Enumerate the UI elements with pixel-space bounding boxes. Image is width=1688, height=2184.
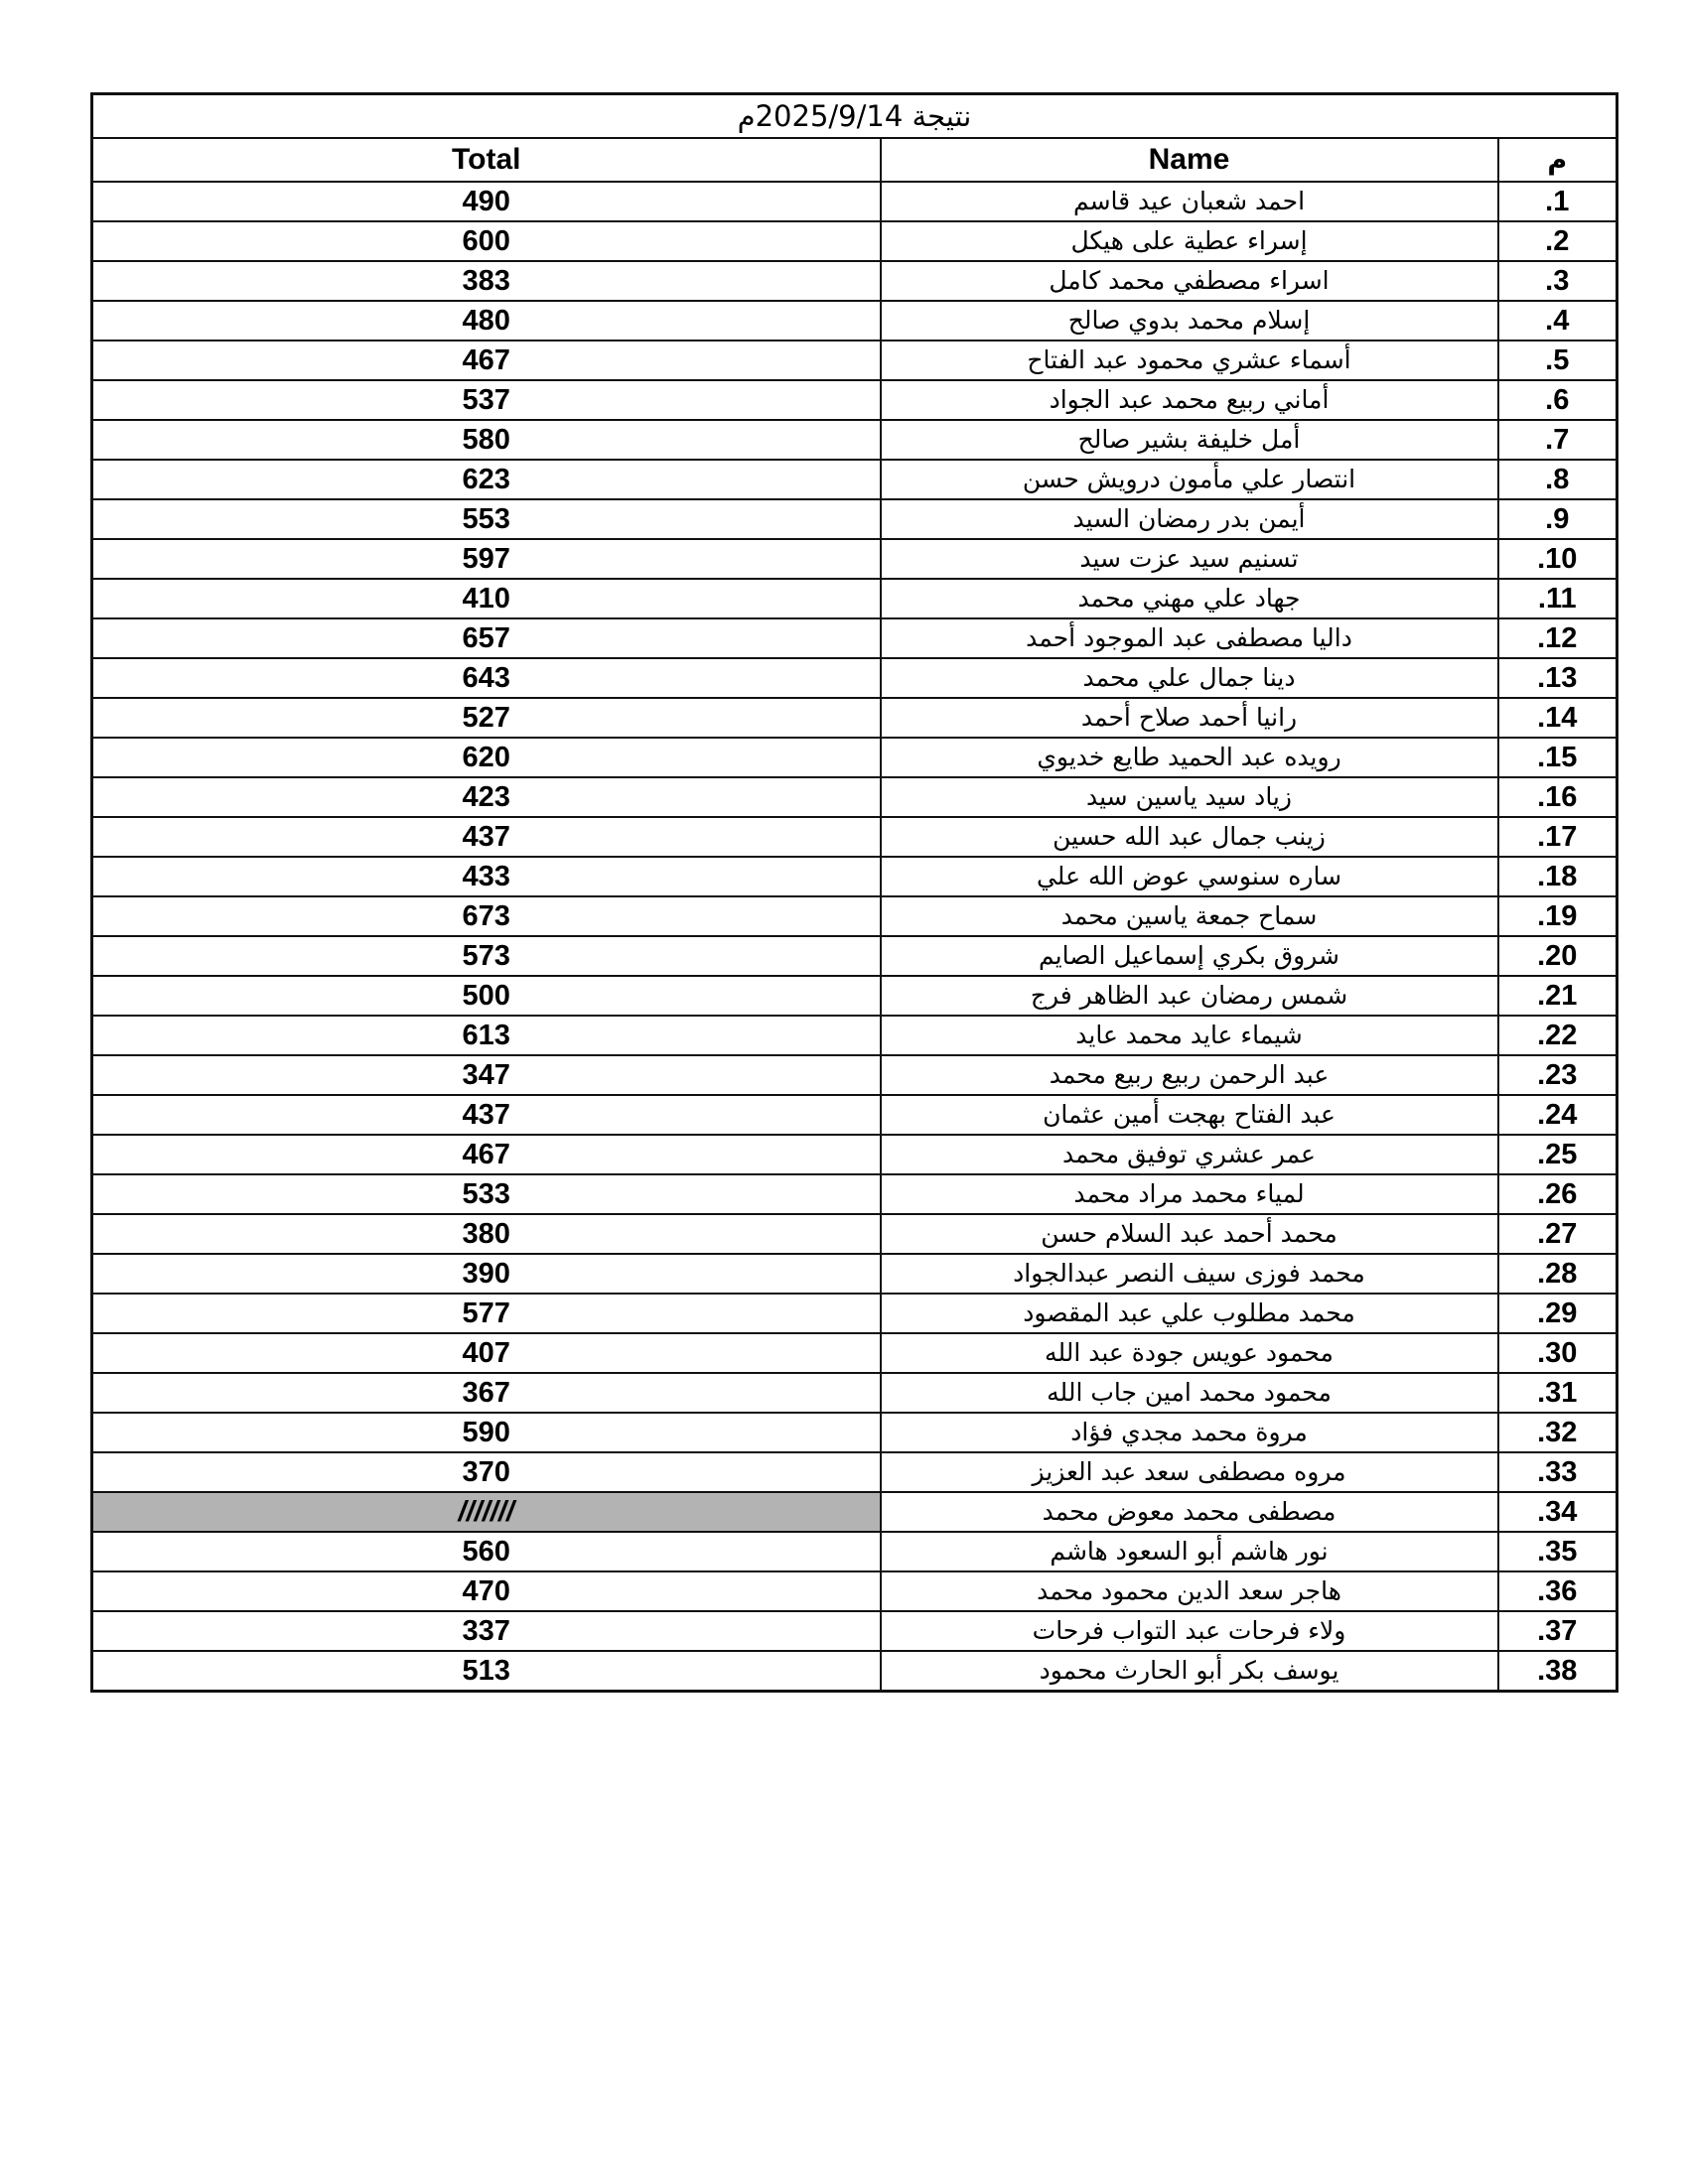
- index-cell: 10.: [1498, 539, 1618, 579]
- total-cell: 613: [92, 1016, 881, 1055]
- index-cell: 9.: [1498, 499, 1618, 539]
- index-cell: 15.: [1498, 738, 1618, 777]
- name-cell: هاجر سعد الدين محمود محمد: [881, 1571, 1498, 1611]
- table-row: [92, 1214, 1618, 1254]
- index-cell: 35.: [1498, 1532, 1618, 1571]
- index-cell: 20.: [1498, 936, 1618, 976]
- index-cell: 27.: [1498, 1214, 1618, 1254]
- index-cell: 1.: [1498, 182, 1618, 221]
- total-cell: ///////: [92, 1492, 881, 1532]
- index-cell: 11.: [1498, 579, 1618, 618]
- index-cell: 2.: [1498, 221, 1618, 261]
- table-row: [92, 1571, 1618, 1611]
- index-cell: 3.: [1498, 261, 1618, 301]
- table-row: [92, 380, 1618, 420]
- name-cell: أمل خليفة بشير صالح: [881, 420, 1498, 460]
- name-cell: زينب جمال عبد الله حسين: [881, 817, 1498, 857]
- index-cell: 14.: [1498, 698, 1618, 738]
- index-cell: 22.: [1498, 1016, 1618, 1055]
- name-cell: ولاء فرحات عبد التواب فرحات: [881, 1611, 1498, 1651]
- table-row: [92, 539, 1618, 579]
- index-cell: 16.: [1498, 777, 1618, 817]
- name-cell: نور هاشم أبو السعود هاشم: [881, 1532, 1498, 1571]
- table-row: [92, 499, 1618, 539]
- name-cell: عمر عشري توفيق محمد: [881, 1135, 1498, 1174]
- table-row: [92, 1413, 1618, 1452]
- table-row: [92, 261, 1618, 301]
- total-cell: 620: [92, 738, 881, 777]
- table-row: [92, 817, 1618, 857]
- table-row: [92, 579, 1618, 618]
- total-cell: 580: [92, 420, 881, 460]
- index-cell: 7.: [1498, 420, 1618, 460]
- total-cell: 337: [92, 1611, 881, 1651]
- total-cell: 560: [92, 1532, 881, 1571]
- total-cell: 597: [92, 539, 881, 579]
- table-row: [92, 896, 1618, 936]
- name-cell: انتصار علي مأمون درويش حسن: [881, 460, 1498, 499]
- total-cell: 467: [92, 1135, 881, 1174]
- document-title: نتيجة 2025/9/14م: [92, 94, 1618, 139]
- total-cell: 410: [92, 579, 881, 618]
- table-row: [92, 221, 1618, 261]
- name-cell: محمود محمد امين جاب الله: [881, 1373, 1498, 1413]
- total-cell: 513: [92, 1651, 881, 1692]
- name-cell: جهاد علي مهني محمد: [881, 579, 1498, 618]
- table-row: [92, 182, 1618, 221]
- name-cell: أماني ربيع محمد عبد الجواد: [881, 380, 1498, 420]
- table-row: [92, 1174, 1618, 1214]
- index-cell: 36.: [1498, 1571, 1618, 1611]
- table-row: [92, 1095, 1618, 1135]
- total-cell: 437: [92, 1095, 881, 1135]
- index-cell: 19.: [1498, 896, 1618, 936]
- total-cell: 433: [92, 857, 881, 896]
- column-header-index: م: [1498, 138, 1618, 182]
- index-cell: 28.: [1498, 1254, 1618, 1294]
- total-cell: 407: [92, 1333, 881, 1373]
- name-cell: دينا جمال علي محمد: [881, 658, 1498, 698]
- name-cell: إسلام محمد بدوي صالح: [881, 301, 1498, 341]
- name-cell: إسراء عطية على هيكل: [881, 221, 1498, 261]
- name-cell: محمود عويس جودة عبد الله: [881, 1333, 1498, 1373]
- table-row: [92, 1532, 1618, 1571]
- index-cell: 25.: [1498, 1135, 1618, 1174]
- index-cell: 33.: [1498, 1452, 1618, 1492]
- table-row: [92, 1055, 1618, 1095]
- name-cell: أيمن بدر رمضان السيد: [881, 499, 1498, 539]
- column-header-name: Name: [881, 138, 1498, 182]
- column-header-total: Total: [92, 138, 881, 182]
- total-cell: 527: [92, 698, 881, 738]
- name-cell: محمد أحمد عبد السلام حسن: [881, 1214, 1498, 1254]
- name-cell: سماح جمعة ياسين محمد: [881, 896, 1498, 936]
- index-cell: 4.: [1498, 301, 1618, 341]
- table-row: [92, 1135, 1618, 1174]
- table-row: [92, 1294, 1618, 1333]
- total-cell: 643: [92, 658, 881, 698]
- header-row: [92, 138, 1618, 182]
- name-cell: احمد شعبان عيد قاسم: [881, 182, 1498, 221]
- total-cell: 370: [92, 1452, 881, 1492]
- name-cell: شمس رمضان عبد الظاهر فرج: [881, 976, 1498, 1016]
- index-cell: 17.: [1498, 817, 1618, 857]
- name-cell: محمد مطلوب علي عبد المقصود: [881, 1294, 1498, 1333]
- total-cell: 577: [92, 1294, 881, 1333]
- name-cell: داليا مصطفى عبد الموجود أحمد: [881, 618, 1498, 658]
- total-cell: 480: [92, 301, 881, 341]
- total-cell: 533: [92, 1174, 881, 1214]
- total-cell: 500: [92, 976, 881, 1016]
- table-row: [92, 857, 1618, 896]
- name-cell: زياد سيد ياسين سيد: [881, 777, 1498, 817]
- table-row: [92, 1016, 1618, 1055]
- index-cell: 34.: [1498, 1492, 1618, 1532]
- name-cell: اسراء مصطفي محمد كامل: [881, 261, 1498, 301]
- table-row: [92, 698, 1618, 738]
- index-cell: 13.: [1498, 658, 1618, 698]
- total-cell: 347: [92, 1055, 881, 1095]
- total-cell: 657: [92, 618, 881, 658]
- table-row: [92, 1254, 1618, 1294]
- table-row: [92, 301, 1618, 341]
- name-cell: عبد الفتاح بهجت أمين عثمان: [881, 1095, 1498, 1135]
- total-cell: 470: [92, 1571, 881, 1611]
- index-cell: 30.: [1498, 1333, 1618, 1373]
- total-cell: 673: [92, 896, 881, 936]
- name-cell: مروه مصطفى سعد عبد العزيز: [881, 1452, 1498, 1492]
- name-cell: مروة محمد مجدي فؤاد: [881, 1413, 1498, 1452]
- table-row: [92, 1492, 1618, 1532]
- index-cell: 29.: [1498, 1294, 1618, 1333]
- total-cell: 467: [92, 341, 881, 380]
- table-row: [92, 460, 1618, 499]
- table-row: [92, 936, 1618, 976]
- name-cell: لمياء محمد مراد محمد: [881, 1174, 1498, 1214]
- index-cell: 23.: [1498, 1055, 1618, 1095]
- total-cell: 437: [92, 817, 881, 857]
- index-cell: 32.: [1498, 1413, 1618, 1452]
- total-cell: 490: [92, 182, 881, 221]
- table-row: [92, 341, 1618, 380]
- index-cell: 12.: [1498, 618, 1618, 658]
- name-cell: رويده عبد الحميد طايع خديوي: [881, 738, 1498, 777]
- table-row: [92, 1373, 1618, 1413]
- index-cell: 31.: [1498, 1373, 1618, 1413]
- table-row: [92, 738, 1618, 777]
- name-cell: شيماء عايد محمد عايد: [881, 1016, 1498, 1055]
- total-cell: 623: [92, 460, 881, 499]
- total-cell: 590: [92, 1413, 881, 1452]
- table-row: [92, 1452, 1618, 1492]
- total-cell: 553: [92, 499, 881, 539]
- name-cell: محمد فوزى سيف النصر عبدالجواد: [881, 1254, 1498, 1294]
- index-cell: 21.: [1498, 976, 1618, 1016]
- index-cell: 37.: [1498, 1611, 1618, 1651]
- total-cell: 537: [92, 380, 881, 420]
- index-cell: 5.: [1498, 341, 1618, 380]
- table-row: [92, 420, 1618, 460]
- total-cell: 390: [92, 1254, 881, 1294]
- index-cell: 26.: [1498, 1174, 1618, 1214]
- name-cell: يوسف بكر أبو الحارث محمود: [881, 1651, 1498, 1692]
- name-cell: تسنيم سيد عزت سيد: [881, 539, 1498, 579]
- name-cell: ساره سنوسي عوض الله علي: [881, 857, 1498, 896]
- results-table-body: [92, 182, 1618, 1692]
- results-table: [90, 92, 1618, 1693]
- total-cell: 380: [92, 1214, 881, 1254]
- name-cell: رانيا أحمد صلاح أحمد: [881, 698, 1498, 738]
- total-cell: 423: [92, 777, 881, 817]
- index-cell: 6.: [1498, 380, 1618, 420]
- name-cell: شروق بكري إسماعيل الصايم: [881, 936, 1498, 976]
- name-cell: أسماء عشري محمود عبد الفتاح: [881, 341, 1498, 380]
- name-cell: عبد الرحمن ربيع ربيع محمد: [881, 1055, 1498, 1095]
- table-row: [92, 1333, 1618, 1373]
- table-row: [92, 618, 1618, 658]
- index-cell: 8.: [1498, 460, 1618, 499]
- table-row: [92, 1611, 1618, 1651]
- total-cell: 573: [92, 936, 881, 976]
- table-row: [92, 777, 1618, 817]
- table-row: [92, 1651, 1618, 1692]
- index-cell: 24.: [1498, 1095, 1618, 1135]
- index-cell: 18.: [1498, 857, 1618, 896]
- table-row: [92, 658, 1618, 698]
- total-cell: 383: [92, 261, 881, 301]
- title-row: [92, 94, 1618, 139]
- total-cell: 367: [92, 1373, 881, 1413]
- table-row: [92, 976, 1618, 1016]
- index-cell: 38.: [1498, 1651, 1618, 1692]
- total-cell: 600: [92, 221, 881, 261]
- name-cell: مصطفى محمد معوض محمد: [881, 1492, 1498, 1532]
